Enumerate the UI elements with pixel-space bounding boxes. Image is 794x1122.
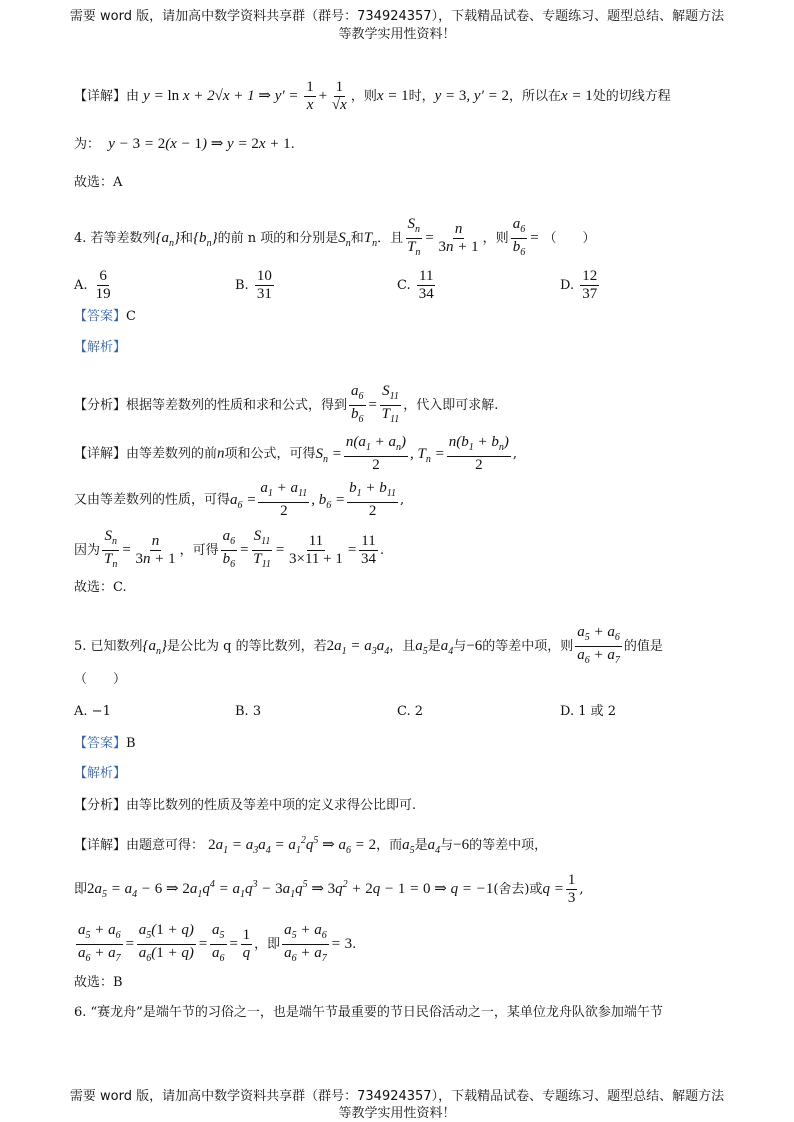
- q6-stem: 6. “赛龙舟”是端午节的习俗之一，也是端午节最重要的节日民俗活动之一，某单位龙舟队欲参加端午节: [74, 1005, 663, 1020]
- q3-detail-line: 【详解】由 y = ln x + 2√x + 1 ⇒ y′ = $\frac{1}{x}$ + $\frac{1}{√x}$ ，则x = 1时，y = 3, y′ = 2，所以在x = 1处的切线方程: [74, 79, 671, 113]
- q4-detail-2: 又由等差数列的性质，可得$a_6$ = $\frac{a_1 + a_{11}}{2}$ , $b_6$ = $\frac{b_1 + b_{11}}{2}$ ,: [74, 480, 405, 519]
- footer-ad-line-2: 等教学实用性资料！: [338, 1106, 456, 1121]
- q5-detail-3: $\frac{a_5 + a_6}{a_6 + a_7}$ = $\frac{a_5(1 + q)}{a_6(1 + q)}$ = $\frac{a_5}{a_6}$ = $\frac{1}{q}$ ，即 $\frac{a_5 + a_6}{a_6 + a_7}$ = 3.: [78, 922, 357, 964]
- q4-analysis: 【分析】根据等差数列的性质和求和公式，得到 $\frac{a_6}{b_6}$ = $\frac{S_{11}}{T_{11}}$ ，代入即可求解.: [74, 383, 499, 425]
- header-ad-line-2: 等教学实用性资料！: [338, 27, 456, 42]
- footer-ad-line-1: 需要 word 版，请加高中数学资料共享群（群号：734924357），下载精品试卷、专题练习、题型总结、解题方法: [69, 1089, 725, 1104]
- q5-option-c[interactable]: C. 2: [397, 704, 424, 719]
- q5-analysis: 【分析】由等比数列的性质及等差中项的定义求得公比即可.: [74, 798, 417, 813]
- q4-stem: 4. 若等差数列$\{a_n\}$和$\{b_n\}$的前 n 项的和分别是$S_n$和$T_n$．且 $\frac{S_n}{T_n}$ = $\frac{n}{3n + 1}$ ，则 $\frac{a_6}{b_6}$ = （ ）: [74, 216, 596, 258]
- q5-answer-line: 故选：B: [74, 975, 123, 990]
- q4-detail-1: 【详解】由等差数列的前n项和公式，可得$S_n$ = $\frac{n(a_1 + a_n)}{2}$ , $T_n$ = $\frac{n(b_1 + b_n)}{2}$ ,: [74, 434, 518, 473]
- q5-option-d[interactable]: D. 1 或 2: [560, 704, 617, 719]
- q4-option-d[interactable]: D. $\frac{12}{37}$: [560, 268, 598, 302]
- header-ad-line-1: 需要 word 版，请加高中数学资料共享群（群号：734924357），下载精品试卷、专题练习、题型总结、解题方法: [69, 9, 725, 24]
- q4-option-c[interactable]: C. $\frac{11}{34}$: [397, 268, 434, 302]
- q5-paren: （ ）: [74, 672, 127, 687]
- q4-option-a[interactable]: A. $\frac{6}{19}$: [74, 268, 111, 302]
- q5-jiexi-tag: 【解析】: [74, 766, 127, 781]
- q5-answer: 【答案】B: [74, 736, 136, 751]
- q4-answer: 【答案】C: [74, 309, 136, 324]
- q4-option-b[interactable]: B. $\frac{10}{31}$: [235, 268, 272, 302]
- q3-answer-line: 故选：A: [74, 175, 123, 190]
- detail-tag: 【详解】: [74, 89, 127, 104]
- q5-option-a[interactable]: A. −1: [74, 704, 111, 719]
- q5-detail-2: 即$2a_5 = a_4 - 6$ ⇒ $2a_1q^4 = a_1q^3 - 3a_1q^5$ ⇒ $3q^2 + 2q - 1 = 0$ ⇒ q = −1(舍去)或q = $\frac{1}{3}$ ,: [74, 872, 584, 906]
- q5-detail-1: 【详解】由题意可得： $2a_1 = a_3a_4 = a_1^2q^5$ ⇒ $a_6 = 2$，而$a_5$是$a_4$与−6的等差中项，: [74, 835, 548, 856]
- q5-stem: 5. 已知数列$\{a_n\}$是公比为 q 的等比数列，若$2a_1 = a_3a_4$，且$a_5$是$a_4$与−6的等差中项，则 $\frac{a_5 + a_6}{a_6 + a_7}$ 的值是: [74, 624, 663, 666]
- q5-option-b[interactable]: B. 3: [235, 704, 262, 719]
- q4-detail-3: 因为 $\frac{S_n}{T_n}$ = $\frac{n}{3n + 1}$ ，可得 $\frac{a_6}{b_6}$ = $\frac{S_{11}}{T_{11}}$ = $\frac{11}{3\times 11 + 1}$ = $\frac{11}{34}$ .: [74, 528, 385, 570]
- q3-tangent-line: 为： y − 3 = 2(x − 1) ⇒ y = 2x + 1.: [74, 136, 295, 152]
- q4-answer-line: 故选：C.: [74, 580, 127, 595]
- q4-jiexi-tag: 【解析】: [74, 340, 127, 355]
